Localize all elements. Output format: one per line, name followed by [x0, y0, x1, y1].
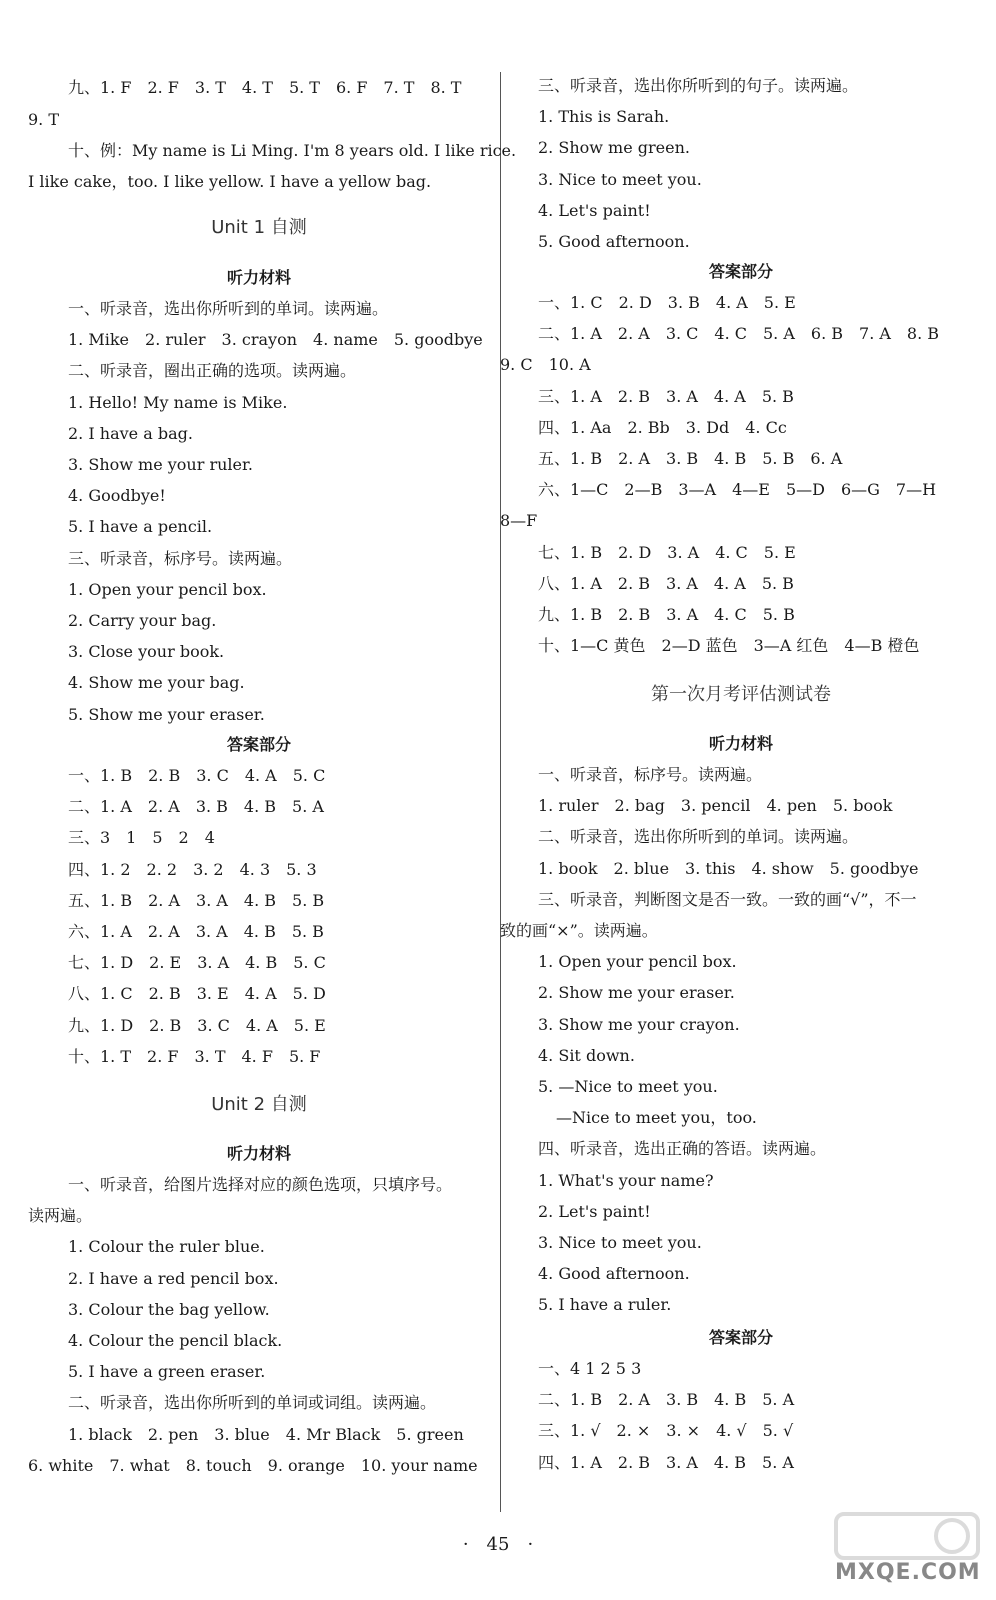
section-title: Unit 1 自测: [211, 217, 307, 238]
listening-line: 2. Carry your bag.: [68, 611, 217, 630]
answer-line: 十、1. T 2. F 3. T 4. F 5. F: [68, 1046, 321, 1066]
answer-line: 一、1. B 2. B 3. C 4. A 5. C: [68, 766, 326, 785]
answer-line: 五、1. B 2. A 3. A 4. B 5. B: [68, 890, 325, 910]
listening-line: 6. white 7. what 8. touch 9. orange 10. your name: [28, 1455, 478, 1475]
subsection-title: 答案部分: [708, 262, 773, 281]
listening-line: 一、听录音，给图片选择对应的颜色选项，只填序号。: [68, 1175, 453, 1194]
answer-line: 二、1. A 2. A 3. B 4. B 5. A: [68, 797, 324, 817]
listening-line: 4. Show me your bag.: [68, 673, 245, 693]
listening-line: 1. Mike 2. ruler 3. crayon 4. name 5. goodbye: [68, 330, 483, 350]
subsection-title: 听力材料: [226, 268, 291, 287]
listening-line: 二、听录音，选出你所听到的单词或词组。读两遍。: [68, 1393, 437, 1413]
page-number: · 45 ·: [462, 1534, 534, 1555]
listening-line: 3. Show me your crayon.: [538, 1014, 740, 1034]
listening-line: 4. Colour the pencil black.: [68, 1331, 283, 1350]
listening-line: 三、听录音，标序号。读两遍。: [68, 548, 293, 568]
subsection-title: 答案部分: [708, 1328, 773, 1347]
listening-line: 4. Sit down.: [538, 1045, 635, 1065]
answer-line: 三、3 1 5 2 4: [68, 828, 215, 848]
watermark-text: MXQE.COM: [835, 1560, 981, 1585]
answer-line: 一、1. C 2. D 3. B 4. A 5. E: [538, 293, 796, 312]
listening-line: 4. Goodbye!: [68, 486, 166, 506]
answer-line: 三、1. A 2. B 3. A 4. A 5. B: [538, 386, 794, 406]
listening-line: 2. Show me your eraser.: [538, 983, 735, 1003]
answer-line: 六、1. A 2. A 3. A 4. B 5. B: [68, 922, 324, 941]
text-line: 十、例：My name is Li Ming. I'm 8 years old. I like rice.: [68, 141, 517, 160]
listening-line: 读两遍。: [28, 1206, 93, 1226]
answer-line: 二、1. B 2. A 3. B 4. B 5. A: [538, 1390, 795, 1410]
answer-line: 九、1. B 2. B 3. A 4. C 5. B: [538, 605, 795, 624]
listening-line: 5. Show me your eraser.: [68, 704, 265, 724]
answer-line: 一、4 1 2 5 3: [538, 1359, 642, 1378]
column-divider: [500, 72, 501, 1512]
listening-line: 四、听录音，选出正确的答语。读两遍。: [538, 1139, 827, 1159]
listening-line: 一、听录音，标序号。读两遍。: [538, 765, 763, 784]
text-line: 9. T: [28, 110, 60, 129]
listening-line: 4. Let's paint!: [538, 200, 651, 220]
listening-line: 5. Good afternoon.: [538, 232, 690, 251]
listening-line: 一、听录音，选出你所听到的单词。读两遍。: [68, 299, 389, 318]
answer-line: 8—F: [500, 511, 538, 531]
listening-line: 二、听录音，选出你所听到的单词。读两遍。: [538, 827, 859, 847]
section-title: 第一次月考评估测试卷: [651, 684, 831, 705]
answer-line: 四、1. 2 2. 2 3. 2 4. 3 5. 3: [68, 859, 317, 879]
answer-line: 六、1—C 2—B 3—A 4—E 5—D 6—G 7—H: [538, 480, 937, 500]
answer-line: 九、1. D 2. B 3. C 4. A 5. E: [68, 1015, 326, 1035]
answer-line: 八、1. C 2. B 3. E 4. A 5. D: [68, 984, 326, 1004]
listening-line: 5. I have a green eraser.: [68, 1362, 266, 1382]
subsection-title: 答案部分: [226, 735, 291, 754]
listening-line: 1. Hello! My name is Mike.: [68, 392, 288, 412]
listening-line: 5. —Nice to meet you.: [538, 1077, 718, 1096]
answer-line: 三、1. √ 2. × 3. × 4. √ 5. √: [538, 1421, 794, 1441]
answer-line: 四、1. A 2. B 3. A 4. B 5. A: [538, 1452, 794, 1472]
answer-line: 八、1. A 2. B 3. A 4. A 5. B: [538, 573, 794, 593]
answer-line: 十、1—C 黄色 2—D 蓝色 3—A 红色 4—B 橙色: [538, 636, 920, 656]
listening-line: 1. What's your name?: [538, 1170, 714, 1190]
listening-line: 2. Let's paint!: [538, 1201, 651, 1221]
listening-line: 3. Close your book.: [68, 642, 225, 662]
listening-line: 3. Nice to meet you.: [538, 1233, 702, 1252]
listening-line: 2. I have a red pencil box.: [68, 1268, 279, 1288]
section-title: Unit 2 自测: [211, 1094, 307, 1115]
listening-line: 2. Show me green.: [538, 138, 690, 158]
answer-line: 二、1. A 2. A 3. C 4. C 5. A 6. B 7. A 8. B: [538, 324, 940, 344]
answer-line: 七、1. B 2. D 3. A 4. C 5. E: [538, 542, 796, 562]
listening-line: 3. Nice to meet you.: [538, 169, 702, 189]
listening-line: 2. I have a bag.: [68, 423, 193, 443]
listening-line: 5. I have a pencil.: [68, 517, 213, 537]
answer-line: 四、1. Aa 2. Bb 3. Dd 4. Cc: [538, 417, 787, 437]
listening-line: 三、听录音，判断图文是否一致。一致的画“√”，不一: [538, 889, 917, 909]
listening-line: —Nice to meet you，too.: [556, 1108, 757, 1128]
subsection-title: 听力材料: [226, 1144, 291, 1163]
listening-line: 1. black 2. pen 3. blue 4. Mr Black 5. green: [68, 1424, 464, 1444]
listening-line: 三、听录音，选出你所听到的句子。读两遍。: [538, 76, 859, 95]
listening-line: 1. ruler 2. bag 3. pencil 4. pen 5. book: [538, 796, 893, 816]
subsection-title: 听力材料: [708, 734, 773, 753]
answer-line: 9. C 10. A: [500, 355, 591, 375]
listening-line: 4. Good afternoon.: [538, 1264, 690, 1284]
listening-line: 1. book 2. blue 3. this 4. show 5. goodbye: [538, 858, 919, 878]
listening-line: 二、听录音，圈出正确的选项。读两遍。: [68, 361, 357, 381]
listening-line: 5. I have a ruler.: [538, 1295, 672, 1315]
listening-line: 3. Colour the bag yellow.: [68, 1299, 270, 1319]
answer-line: 五、1. B 2. A 3. B 4. B 5. B 6. A: [538, 449, 843, 468]
listening-line: 1. This is Sarah.: [538, 107, 670, 127]
listening-line: 1. Open your pencil box.: [68, 579, 267, 599]
text-line: 九、1. F 2. F 3. T 4. T 5. T 6. F 7. T 8. T: [68, 78, 462, 97]
answer-line: 七、1. D 2. E 3. A 4. B 5. C: [68, 953, 326, 973]
listening-line: 致的画“×”。读两遍。: [500, 921, 658, 940]
listening-line: 1. Open your pencil box.: [538, 952, 737, 972]
listening-line: 3. Show me your ruler.: [68, 455, 253, 474]
text-line: I like cake，too. I like yellow. I have a yellow bag.: [28, 172, 432, 191]
listening-line: 1. Colour the ruler blue.: [68, 1237, 265, 1257]
